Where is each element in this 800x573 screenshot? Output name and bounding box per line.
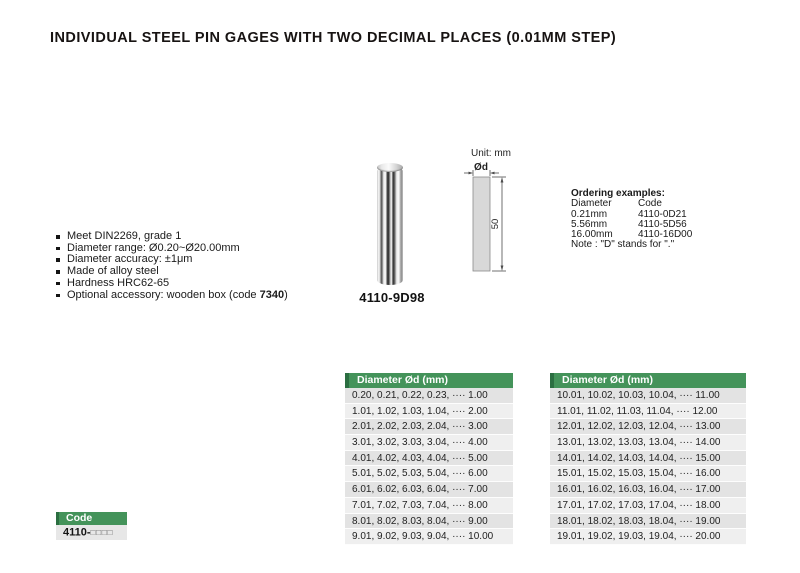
ordering-title: Ordering examples: (571, 188, 665, 199)
table-rows (345, 388, 513, 545)
table-row: 2.01, 2.02, 2.03, 2.04, ···· 3.00 (345, 419, 513, 435)
ordering-diameter: 16.00mm (571, 229, 613, 241)
table-row: 18.01, 18.02, 18.03, 18.04, ···· 19.00 (550, 514, 746, 530)
table-row: 8.01, 8.02, 8.03, 8.04, ···· 9.00 (345, 514, 513, 530)
table-row: 7.01, 7.02, 7.03, 7.04, ···· 8.00 (345, 498, 513, 514)
diameter-table-right (550, 373, 746, 545)
table-row: 3.01, 3.02, 3.03, 3.04, ···· 4.00 (345, 435, 513, 451)
table-row: 16.01, 16.02, 16.03, 16.04, ···· 17.00 (550, 482, 746, 498)
pin-model-code: 4110-9D98 (359, 290, 425, 305)
feature-optional-accessory (56, 290, 288, 302)
feature-items (56, 231, 288, 290)
pin-cylinder (377, 167, 403, 285)
table-row: 6.01, 6.02, 6.03, 6.04, ···· 7.00 (345, 482, 513, 498)
table-row: 10.01, 10.02, 10.03, 10.04, ···· 11.00 (550, 388, 746, 404)
pin-gage-image (377, 163, 403, 285)
ordering-diameter: 5.56mm (571, 218, 608, 230)
table-row: 17.01, 17.02, 17.03, 17.04, ···· 18.00 (550, 498, 746, 514)
ordering-code: 4110-0D21 (638, 208, 687, 220)
length-label: 50 (490, 218, 501, 230)
pin-top-cap (377, 163, 403, 172)
code-block (56, 512, 127, 540)
table-row: 4.01, 4.02, 4.03, 4.04, ···· 5.00 (345, 451, 513, 467)
table-row: 1.01, 1.02, 1.03, 1.04, ···· 2.00 (345, 404, 513, 420)
table-rows (550, 388, 746, 545)
table-row: 11.01, 11.02, 11.03, 11.04, ···· 12.00 (550, 404, 746, 420)
feature-optional-prefix: Optional accessory: wooden box (code (67, 288, 260, 301)
table-row: 13.01, 13.02, 13.03, 13.04, ···· 14.00 (550, 435, 746, 451)
ordering-col1-header: Diameter (571, 198, 612, 210)
table-row: 0.20, 0.21, 0.22, 0.23, ···· 1.00 (345, 388, 513, 404)
page-title: INDIVIDUAL STEEL PIN GAGES WITH TWO DECIMAL PLACES (0.01MM STEP) (50, 30, 617, 46)
feature-item: Meet DIN2269, grade 1 (56, 231, 288, 243)
feature-item: Diameter range: Ø0.20~Ø20.00mm (56, 243, 288, 255)
unit-label: Unit: mm (471, 148, 511, 159)
table-row: 12.01, 12.02, 12.03, 12.04, ···· 13.00 (550, 419, 746, 435)
ordering-code: 4110-5D56 (638, 218, 687, 230)
ordering-examples (571, 189, 692, 251)
table-row: 15.01, 15.02, 15.03, 15.04, ···· 16.00 (550, 466, 746, 482)
table-row: 14.01, 14.02, 14.03, 14.04, ···· 15.00 (550, 451, 746, 467)
table-header: Diameter Ød (mm) (345, 373, 513, 388)
ordering-code: 4110-16D00 (638, 229, 693, 241)
feature-list (56, 231, 288, 301)
code-value (56, 525, 127, 540)
ordering-note: Note : "D" stands for "." (571, 239, 675, 251)
table-row: 19.01, 19.02, 19.03, 19.04, ···· 20.00 (550, 529, 746, 545)
feature-optional-code: 7340 (259, 288, 285, 301)
feature-item: Made of alloy steel (56, 266, 288, 278)
code-prefix: 4110- (63, 526, 91, 539)
feature-optional-suffix: ) (284, 288, 288, 301)
feature-item: Diameter accuracy: ±1μm (56, 254, 288, 266)
feature-item: Hardness HRC62-65 (56, 278, 288, 290)
table-header: Diameter Ød (mm) (550, 373, 746, 388)
diameter-table-left (345, 373, 513, 545)
code-placeholder-squares: □□□□ (90, 527, 114, 537)
code-header: Code (56, 512, 127, 525)
ordering-diameter: 0.21mm (571, 208, 608, 220)
pin-outline (473, 177, 490, 271)
dimension-diagram (458, 140, 538, 282)
table-row: 9.01, 9.02, 9.03, 9.04, ···· 10.00 (345, 529, 513, 545)
ordering-col2-header: Code (638, 198, 662, 210)
diameter-label: Ød (474, 162, 488, 173)
table-row: 5.01, 5.02, 5.03, 5.04, ···· 6.00 (345, 466, 513, 482)
